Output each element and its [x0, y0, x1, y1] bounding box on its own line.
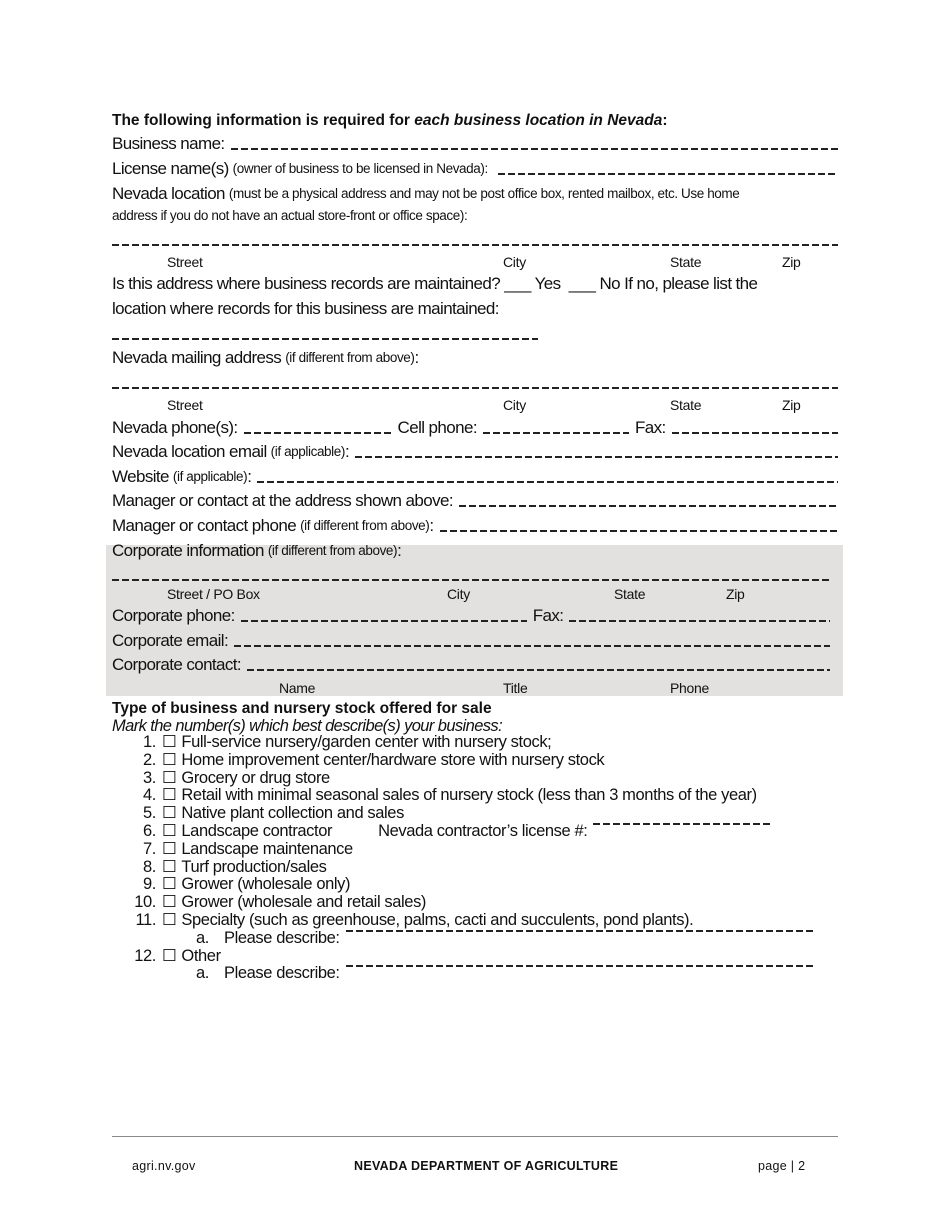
title-label: Title [503, 680, 528, 696]
corporate-email-label: Corporate email: [112, 631, 229, 650]
heading-emphasis: each business location in Nevada [414, 112, 663, 129]
business-type-item [112, 787, 816, 805]
business-name-field[interactable] [112, 134, 838, 154]
describe-label: Please describe: [224, 964, 340, 983]
item-number: 5. [143, 804, 156, 823]
manager-phone-row [112, 516, 838, 536]
item-label: Grower (wholesale only) [181, 875, 351, 894]
item-label: Full-service nursery/garden center with nursery stock; [181, 733, 552, 751]
license-name-note: (owner of business to be licensed in Nevada): [232, 161, 488, 176]
sub-letter: a. [196, 928, 209, 947]
business-type-item [112, 823, 816, 841]
city-label: City [503, 254, 526, 270]
checkbox[interactable]: ☐ [162, 786, 177, 805]
item-label: Grower (wholesale and retail sales) [181, 893, 427, 912]
corporate-fax-label: Fax: [532, 606, 564, 625]
colon: : [414, 348, 419, 367]
footer-department: NEVADA DEPARTMENT OF AGRICULTURE [354, 1159, 619, 1173]
zip-label: Zip [726, 586, 745, 602]
website-label: Website [112, 467, 169, 486]
website-row [112, 467, 838, 487]
type-title: Type of business and nursery stock offered for sale [112, 700, 492, 717]
business-type-item [112, 805, 816, 823]
corporate-fax-input[interactable] [569, 620, 830, 622]
mailing-address-input[interactable] [112, 387, 838, 389]
nevada-location-label-row [112, 184, 838, 204]
corporate-info-row [112, 541, 838, 561]
checkbox[interactable]: ☐ [162, 821, 177, 840]
item-number: 10. [134, 893, 156, 912]
item-number: 9. [143, 875, 156, 894]
manager-input[interactable] [459, 505, 838, 507]
business-type-item [112, 752, 816, 770]
business-type-item [112, 948, 816, 966]
records-question-text: Is this address where business records are maintained? ___ Yes ___ No If no, please list the [112, 274, 758, 293]
heading-text: The following information is required for [112, 112, 415, 129]
zip-label: Zip [782, 254, 801, 270]
checkbox[interactable]: ☐ [162, 910, 177, 929]
checkbox[interactable]: ☐ [162, 875, 177, 894]
state-label: State [614, 586, 646, 602]
cell-phone-label: Cell phone: [397, 418, 477, 437]
manager-phone-label: Manager or contact phone [112, 516, 297, 535]
cell-phone-input[interactable] [483, 432, 629, 434]
checkbox[interactable]: ☐ [162, 804, 177, 823]
fax-input[interactable] [672, 432, 838, 434]
business-name-input[interactable] [231, 148, 838, 150]
checkbox[interactable]: ☐ [162, 750, 177, 769]
checkbox[interactable]: ☐ [162, 946, 177, 965]
item-label: Other [181, 946, 221, 965]
item-label: Turf production/sales [181, 857, 327, 876]
fax-label: Fax: [634, 418, 666, 437]
footer-divider [112, 1136, 838, 1137]
item-label: Native plant collection and sales [181, 804, 404, 823]
nevada-phone-input[interactable] [244, 432, 392, 434]
email-note: (if applicable) [270, 444, 345, 459]
manager-row [112, 491, 838, 511]
checkbox[interactable]: ☐ [162, 768, 177, 787]
license-name-label: License name(s) [112, 159, 229, 178]
mailing-label: Nevada mailing address [112, 348, 282, 367]
item-number: 8. [143, 857, 156, 876]
email-input[interactable] [355, 456, 838, 458]
business-type-item [112, 841, 816, 859]
license-name-field[interactable] [112, 159, 838, 179]
colon: : [397, 541, 402, 560]
business-type-item [112, 894, 816, 912]
footer-website[interactable]: agri.nv.gov [132, 1159, 196, 1173]
email-row [112, 442, 838, 462]
sub-letter: a. [196, 964, 209, 983]
checkbox[interactable]: ☐ [162, 733, 177, 751]
corporate-phone-label: Corporate phone: [112, 606, 235, 625]
manager-label: Manager or contact at the address shown above: [112, 491, 453, 510]
corporate-email-row [112, 631, 830, 651]
colon: : [344, 442, 350, 461]
item-number: 6. [143, 821, 156, 840]
license-name-input[interactable] [498, 173, 838, 175]
manager-phone-note: (if different from above) [300, 518, 430, 533]
colon: : [429, 516, 434, 535]
business-type-item [112, 734, 816, 752]
name-label: Name [279, 680, 316, 696]
records-question-text2: location where records for this business are maintained: [112, 299, 499, 318]
website-note: (if applicable) [172, 469, 248, 484]
phones-row [112, 418, 838, 438]
footer-page-number: page | 2 [758, 1159, 806, 1173]
describe-input[interactable] [346, 930, 816, 932]
nevada-location-label: Nevada location [112, 184, 225, 203]
business-type-item [112, 770, 816, 788]
records-location-input[interactable] [112, 338, 538, 340]
records-question-line2 [112, 299, 838, 319]
describe-label: Please describe: [224, 928, 340, 947]
business-type-item [112, 912, 816, 930]
checkbox[interactable]: ☐ [162, 893, 177, 912]
item-number: 11. [135, 910, 156, 929]
item-number: 1. [143, 733, 156, 751]
corporate-address-input[interactable] [112, 579, 832, 581]
corporate-contact-input[interactable] [247, 669, 830, 671]
street-po-box-label: Street / PO Box [167, 586, 260, 602]
records-question [112, 274, 838, 294]
item-label: Landscape maintenance [181, 839, 353, 858]
nevada-location-note: (must be a physical address and may not be post office box, rented mailbox, etc. Use home [228, 186, 740, 201]
corporate-email-input[interactable] [234, 645, 830, 647]
contractor-license-label: Nevada contractor’s license #: [378, 821, 588, 840]
item-label: Retail with minimal seasonal sales of nursery stock (less than 3 months of the year) [181, 786, 757, 805]
item-number: 7. [143, 839, 156, 858]
checkbox[interactable]: ☐ [162, 857, 177, 876]
heading-colon: : [662, 112, 668, 129]
zip-label: Zip [782, 397, 801, 413]
mailing-address-label-row [112, 348, 838, 368]
item-label: Specialty (such as greenhouse, palms, cacti and succulents, pond plants). [181, 910, 694, 929]
checkbox[interactable]: ☐ [162, 839, 177, 858]
street-label: Street [167, 254, 203, 270]
corporate-info-note: (if different from above) [267, 543, 398, 558]
business-type-list [112, 734, 816, 983]
corporate-phone-input[interactable] [241, 620, 527, 622]
mailing-note: (if different from above) [285, 350, 415, 365]
describe-input[interactable] [346, 965, 816, 967]
email-label: Nevada location email [112, 442, 267, 461]
corporate-contact-label: Corporate contact: [112, 655, 242, 674]
business-type-item [112, 876, 816, 894]
item-label: Landscape contractor [181, 821, 333, 840]
item-label: Grocery or drug store [181, 768, 330, 787]
corporate-info-label: Corporate information [112, 541, 264, 560]
item-number: 2. [143, 750, 156, 769]
colon: : [247, 467, 252, 486]
type-subtitle: Mark the number(s) which best describe(s) your business: [112, 717, 503, 735]
street-label: Street [167, 397, 203, 413]
nevada-location-note2 [112, 206, 838, 226]
item-number: 3. [143, 768, 156, 787]
city-label: City [447, 586, 470, 602]
business-name-label: Business name: [112, 134, 225, 153]
city-label: City [503, 397, 526, 413]
item-label: Home improvement center/hardware store with nursery stock [181, 750, 605, 769]
contractor-license-input[interactable] [593, 823, 773, 825]
corporate-contact-row [112, 655, 830, 675]
business-type-item [112, 859, 816, 877]
nevada-location-input[interactable] [112, 244, 838, 246]
section-heading [112, 111, 838, 131]
state-label: State [670, 254, 702, 270]
website-input[interactable] [257, 481, 838, 483]
state-label: State [670, 397, 702, 413]
item-number: 12. [134, 946, 156, 965]
describe-row [112, 930, 816, 948]
phone-label: Phone [670, 680, 709, 696]
describe-row [112, 965, 816, 983]
nevada-phone-label: Nevada phone(s): [112, 418, 238, 437]
corporate-phone-row [112, 606, 830, 626]
item-number: 4. [143, 786, 156, 805]
nevada-location-note-line2: address if you do not have an actual store-front or office space): [112, 208, 468, 223]
manager-phone-input[interactable] [440, 530, 838, 532]
